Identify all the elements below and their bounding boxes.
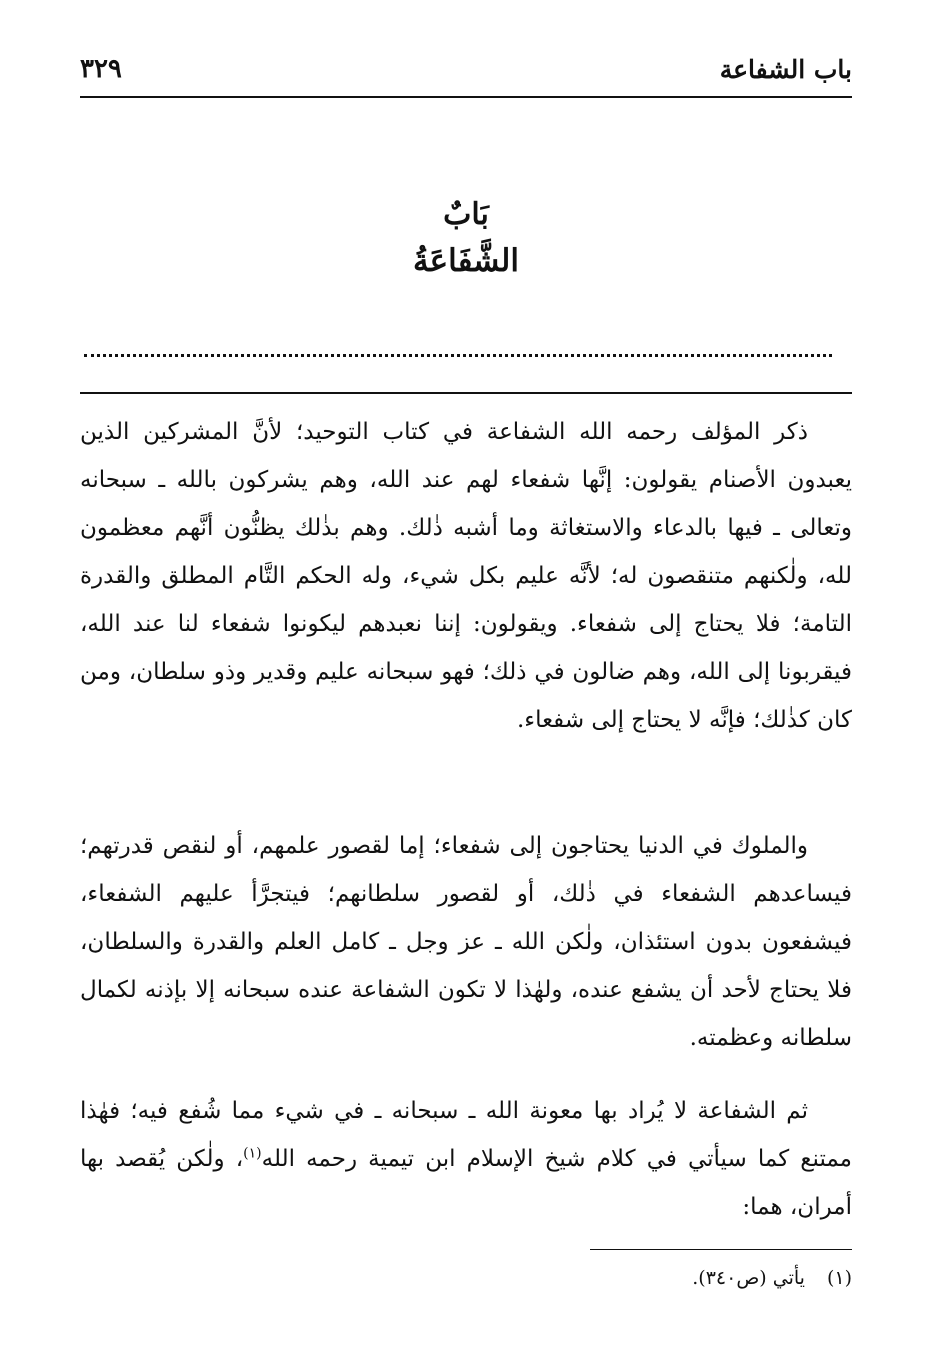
running-header [80,44,852,84]
page-number: ٣٢٩ [80,54,122,84]
footnote-number: (١) [826,1267,852,1289]
running-title: باب الشفاعة [719,55,852,84]
paragraph-text-part: ثم الشفاعة لا يُراد بها معونة الله ـ سبحانه ـ في شيء مما شُفع فيه؛ فهٰذا ممتنع كما سيأتي في كلام شيخ الإسلام ابن تيمية رحمه الله [80,1098,852,1172]
footnote-rule [590,1249,852,1250]
chapter-title: الشَّفَاعَةُ [413,243,519,279]
footnote-text: يأتي (ص٣٤٠). [692,1267,805,1289]
section-divider [80,392,852,394]
body-paragraph [80,408,852,744]
footnote-reference[interactable]: (١) [243,1145,262,1162]
paragraph-text-part: ، ولٰكن يُقصد بها أمران، هما: [80,1146,852,1220]
chapter-label: بَابٌ [443,197,489,232]
body-paragraph [80,822,852,1062]
header-rule [80,96,852,98]
paragraph-text: والملوك في الدنيا يحتاجون إلى شفعاء؛ إما لقصور علمهم، أو لنقص قدرتهم؛ فيساعدهم الشفعاء في ذٰلك، أو لقصور سلطانهم؛ فيتجرَّأ عليهم الشفعاء، فيشفعون بدون استئذان، ولٰكن الله ـ عز وجل ـ كامل العلم والقدرة والسلطان، فلا يحتاج لأحد أن يشفع عنده، ولهٰذا لا تكون الشفاعة عنده سبحانه إلا بإذنه لكمال سلطانه وعظمته. [80,833,852,1051]
dotted-divider [84,354,832,357]
body-paragraph [80,1087,852,1231]
paragraph-text: ذكر المؤلف رحمه الله الشفاعة في كتاب التوحيد؛ لأنَّ المشركين الذين يعبدون الأصنام يقولون: إنَّها شفعاء لهم عند الله، وهم يشركون بالله ـ سبحانه وتعالى ـ فيها بالدعاء والاستغاثة وما أشبه ذٰلك. وهم بذٰلك يظنُّون أنَّهم معظمون لله، ولٰكنهم متنقصون له؛ لأنَّه عليم بكل شيء، وله الحكم التَّام المطلق والقدرة التامة؛ فلا يحتاج إلى شفعاء. ويقولون: إننا نعبدهم ليكونوا شفعاء لنا عند الله، فيقربونا إلى الله، وهم ضالون في ذلك؛ فهو سبحانه عليم وقدير وذو سلطان، ومن كان كذٰلك؛ فإنَّه لا يحتاج إلى شفعاء. [80,419,852,733]
paragraph-text [80,1087,852,1231]
footnote [80,1262,852,1294]
chapter-heading [80,192,852,284]
